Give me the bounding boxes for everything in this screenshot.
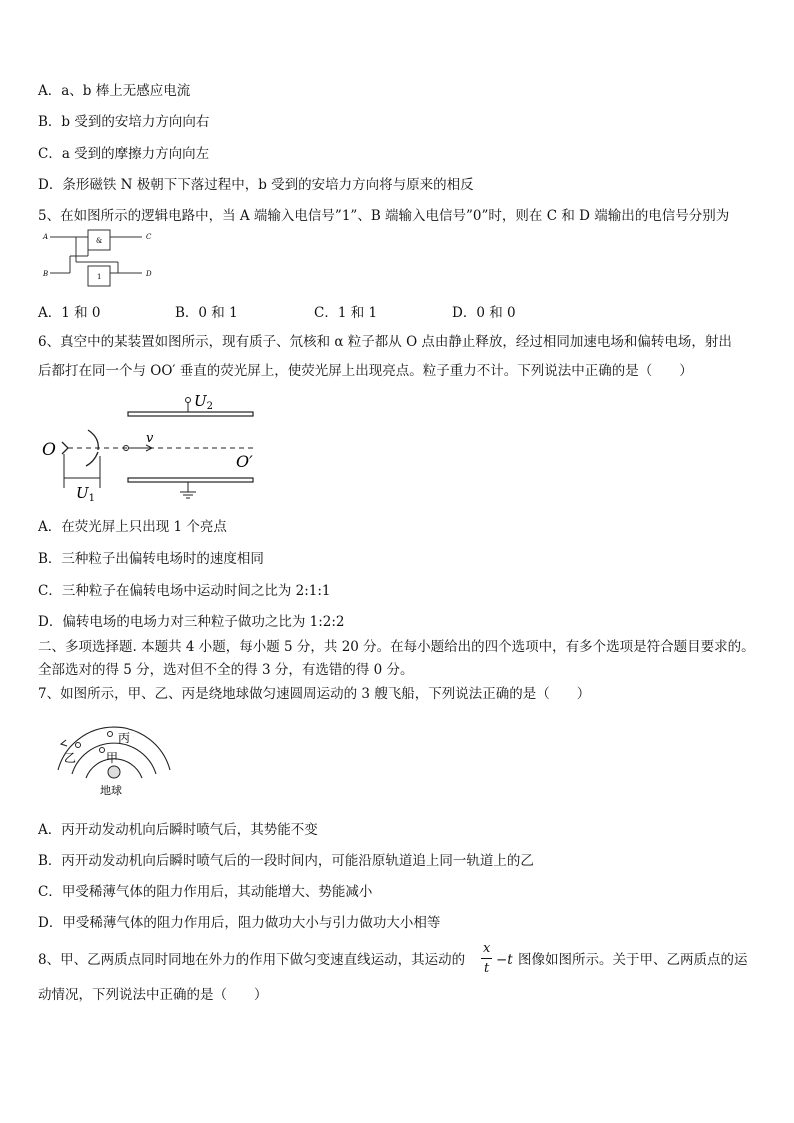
q5-option-a: A．1 和 0 bbox=[38, 305, 101, 321]
q8-fraction-numerator: x bbox=[483, 941, 491, 956]
q8-fraction-bar bbox=[481, 958, 492, 959]
q7-option-d: D．甲受稀薄气体的阻力作用后，阻力做功大小与引力做功大小相等 bbox=[38, 915, 441, 931]
ship-jia-label: 甲 bbox=[106, 751, 119, 765]
q8-stem-part1: 8、甲、乙两质点同时同地在外力的作用下做匀变速直线运动，其运动的 bbox=[38, 952, 466, 968]
accelerator-deflector-diagram bbox=[40, 390, 270, 510]
q7-stem: 7、如图所示，甲、乙、丙是绕地球做匀速圆周运动的 3 艘飞船，下列说法正确的是（ ） bbox=[38, 686, 591, 702]
q4-option-b: B．b 受到的安培力方向向右 bbox=[38, 114, 210, 130]
q4-option-a: A．a、b 棒上无感应电流 bbox=[38, 83, 191, 99]
q8-fraction-tail: −t bbox=[496, 952, 513, 968]
u1-label: $U_1$ bbox=[76, 484, 96, 504]
section2-instructions-line1: 二、多项选择题. 本题共 4 小题，每小题 5 分，共 20 分。在每小题给出的四个选项中，有多个选项是符合题目要求的。 bbox=[38, 639, 755, 655]
input-b-label: B bbox=[43, 270, 49, 278]
orbit-diagram bbox=[52, 720, 178, 800]
q6-option-a: A．在荧光屏上只出现 1 个亮点 bbox=[38, 519, 227, 535]
ship-jia-icon bbox=[100, 748, 105, 753]
earth-icon bbox=[108, 766, 120, 778]
point-o-label: O bbox=[42, 440, 56, 460]
q5-options bbox=[38, 301, 738, 319]
q6-option-d: D．偏转电场的电场力对三种粒子做功之比为 1:2:2 bbox=[38, 614, 345, 630]
ship-bing-label: 丙 bbox=[118, 731, 131, 745]
output-d-label: D bbox=[146, 270, 152, 278]
input-a-label: A bbox=[43, 233, 49, 241]
q8-stem-line2: 动情况，下列说法中正确的是（ ） bbox=[38, 987, 268, 1003]
q7-option-b: B．丙开动发动机向后瞬时喷气后的一段时间内，可能沿原轨道追上同一轨道上的乙 bbox=[38, 853, 534, 869]
q4-option-c: C．a 受到的摩擦力方向向左 bbox=[38, 146, 210, 162]
q7-option-a: A．丙开动发动机向后瞬时喷气后，其势能不变 bbox=[38, 822, 318, 838]
earth-label: 地球 bbox=[100, 784, 122, 797]
section2-instructions-line2: 全部选对的得 5 分，选对但不全的得 3 分，有选错的得 0 分。 bbox=[38, 662, 414, 678]
ship-bing-icon bbox=[108, 732, 113, 737]
q8-stem-part2: 图像如图所示。关于甲、乙两质点的运 bbox=[518, 952, 748, 968]
q7-option-c: C．甲受稀薄气体的阻力作用后，其动能增大、势能减小 bbox=[38, 884, 373, 900]
or-gate-symbol: 1 bbox=[97, 273, 102, 281]
q6-stem-line2: 后都打在同一个与 OO′ 垂直的荧光屏上，使荧光屏上出现亮点。粒子重力不计。下列说法中正确的是（ ） bbox=[38, 363, 693, 379]
logic-circuit-diagram bbox=[40, 226, 165, 290]
point-o-prime-label: O′ bbox=[236, 452, 253, 471]
q6-stem-line1: 6、真空中的某装置如图所示，现有质子、氘核和 α 粒子都从 O 点由静止释放，经过相同加速电场和偏转电场，射出 bbox=[38, 334, 732, 350]
q6-option-c: C．三种粒子在偏转电场中运动时间之比为 2:1:1 bbox=[38, 583, 331, 599]
q5-option-d: D．0 和 0 bbox=[452, 305, 516, 321]
q5-option-b: B．0 和 1 bbox=[175, 305, 238, 321]
velocity-label: v bbox=[146, 431, 154, 446]
u2-label: $U_2$ bbox=[194, 392, 214, 412]
and-gate-symbol: & bbox=[96, 237, 103, 245]
ship-yi-label: 乙 bbox=[64, 751, 77, 765]
q8-fraction-denominator: t bbox=[484, 961, 490, 976]
q6-option-b: B．三种粒子出偏转电场时的速度相同 bbox=[38, 551, 264, 567]
output-c-label: C bbox=[146, 233, 152, 241]
q4-option-d: D．条形磁铁 N 极朝下下落过程中，b 受到的安培力方向将与原来的相反 bbox=[38, 177, 474, 193]
q5-option-c: C．1 和 1 bbox=[314, 305, 378, 321]
ship-yi-icon bbox=[76, 743, 81, 748]
q5-stem: 5、在如图所示的逻辑电路中，当 A 端输入电信号”1”、B 端输入电信号”0”时，则在 C 和 D 端输出的电信号分别为 bbox=[38, 208, 730, 224]
